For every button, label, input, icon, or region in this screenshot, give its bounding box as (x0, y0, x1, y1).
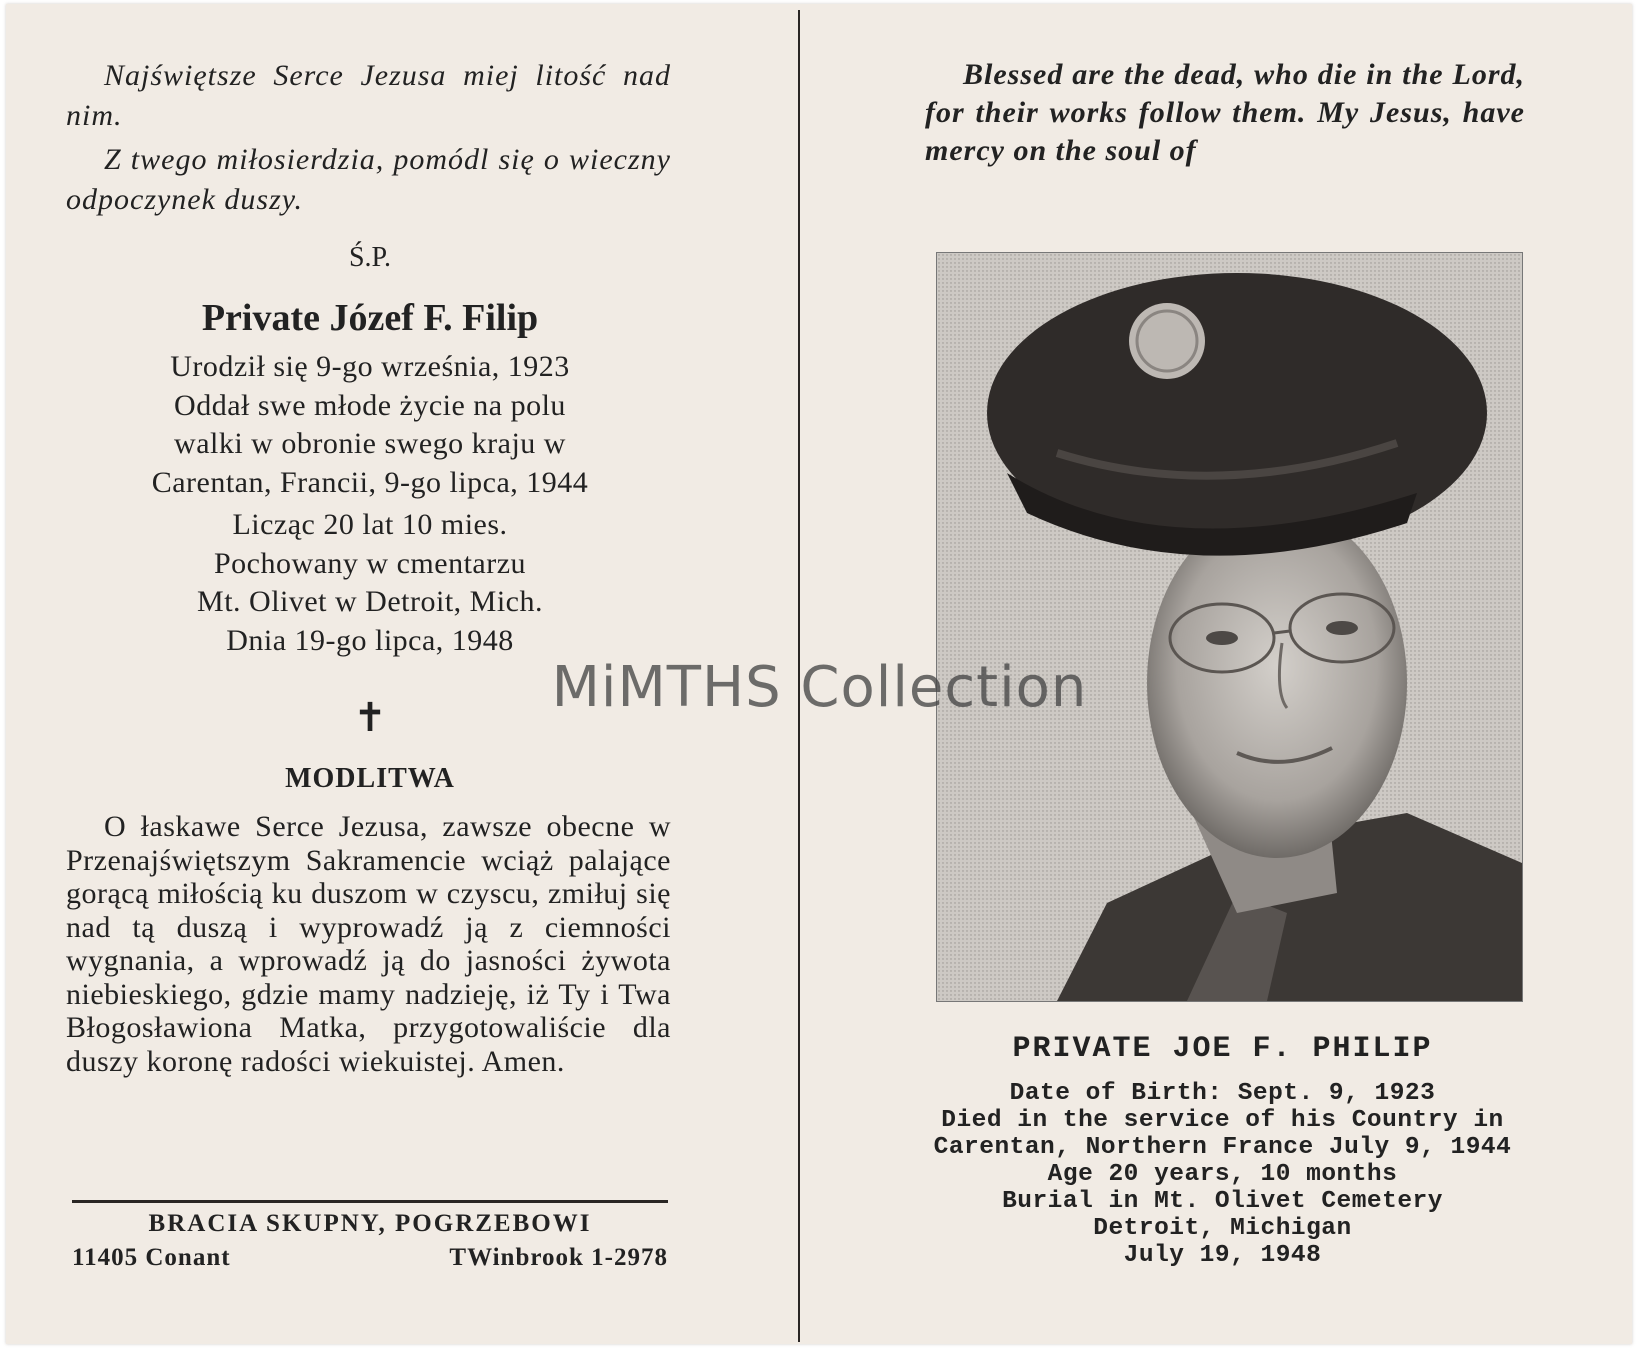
english-verse (925, 56, 1525, 170)
polish-biography (0, 348, 740, 660)
prayer-title: MODLITWA (285, 763, 455, 794)
funeral-home-phone: TWinbrook 1-2978 (449, 1244, 668, 1271)
bio-line: Urodził się 9-go września, 1923 (170, 350, 570, 383)
bio-line: Age 20 years, 10 months (1047, 1161, 1398, 1188)
english-biography (900, 1080, 1545, 1269)
bio-line: Oddał swe młode życie na polu (174, 388, 566, 422)
bio-line: Detroit, Michigan (1093, 1215, 1352, 1242)
polish-name-heading: Private Józef F. Filip (201, 297, 539, 339)
bio-line: Burial in Mt. Olivet Cemetery (1002, 1188, 1443, 1215)
bio-line: Mt. Olivet w Detroit, Mich. (197, 585, 543, 618)
funeral-home-address: 11405 Conant (72, 1244, 231, 1271)
polish-verse-line-1: Najświętsze Serce Jezusa miej litość nad nim. (66, 59, 671, 132)
bio-line: Died in the service of his Country in (941, 1107, 1504, 1134)
bio-line: Dnia 19-go lipca, 1948 (226, 623, 514, 657)
bio-line: walki w obronie swego kraju w (174, 427, 566, 460)
bio-line: Carentan, Northern France July 9, 1944 (933, 1134, 1512, 1161)
bio-line: July 19, 1948 (1123, 1242, 1322, 1269)
cross-icon: ✝ (353, 695, 387, 740)
bio-line: Pochowany w cmentarzu (213, 546, 527, 580)
funeral-home-contact (72, 1244, 668, 1272)
watermark-text: MiMTHS Collection (551, 655, 1088, 720)
prayer-text (66, 810, 671, 1078)
polish-verse (66, 56, 671, 220)
divider-rule (72, 1200, 668, 1203)
bio-line: Carentan, Francii, 9-go lipca, 1944 (151, 465, 589, 499)
funeral-home-name: BRACIA SKUPNY, POGRZEBOWI (148, 1210, 592, 1237)
portrait-illustration (937, 253, 1522, 1001)
bio-line: Date of Birth: Sept. 9, 1923 (1009, 1080, 1436, 1107)
sp-abbreviation: Ś.P. (348, 242, 392, 273)
english-name-heading: PRIVATE JOE F. PHILIP (1012, 1032, 1433, 1066)
soldier-portrait-photo (936, 252, 1523, 1002)
polish-verse-line-2: Z twego miłosierdzia, pomódl się o wieczny odpoczynek duszy. (66, 143, 671, 216)
bio-line: Licząc 20 lat 10 mies. (232, 508, 508, 541)
english-verse-text: Blessed are the dead, who die in the Lord, for their works follow them. My Jesus, have mercy on the soul of (925, 58, 1525, 167)
prayer-paragraph: O łaskawe Serce Jezusa, zawsze obecne w Przenajświętszym Sakramencie wciąż palające gorącą miłością ku duszom w czyscu, zmiłuj się nad tą duszą i wyprowadź ją z ciemności wygnania, a wprowadź ją do jasności żywota niebieskiego, gdzie mamy nadzieję, iż Ty i Twa Błogosławiona Matka, przygotowaliście dla duszy koronę radości wiekuistej. Amen. (66, 810, 671, 1078)
